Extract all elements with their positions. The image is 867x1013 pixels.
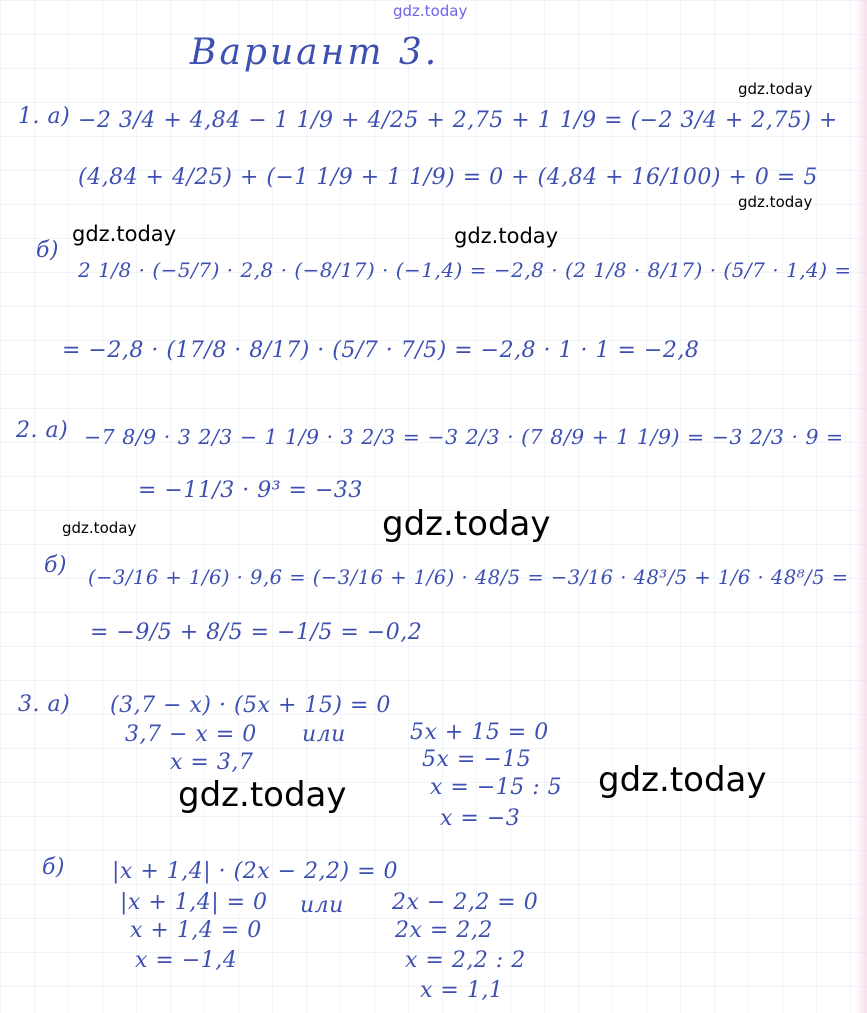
watermark: gdz.today [738, 193, 813, 211]
task3b-equation: |x + 1,4| · (2x − 2,2) = 0 [112, 859, 399, 884]
task3b-left-2: x + 1,4 = 0 [130, 918, 262, 943]
task3b-right-4: x = 1,1 [420, 978, 504, 1003]
task3b-left-1: |x + 1,4| = 0 [120, 890, 268, 915]
watermark: gdz.today [738, 80, 813, 98]
task3a-equation: (3,7 − x) · (5x + 15) = 0 [110, 693, 391, 718]
watermark: gdz.today [178, 775, 347, 815]
watermark-top: gdz.today [393, 2, 468, 20]
watermark: gdz.today [72, 222, 177, 246]
task3a-left-1: 3,7 − x = 0 [125, 722, 257, 747]
task3b-right-1: 2x − 2,2 = 0 [392, 890, 539, 915]
watermark: gdz.today [62, 519, 137, 537]
task3-label: 3. а) [18, 692, 71, 717]
page-title: Вариант 3. [190, 32, 440, 73]
task3b-right-2: 2x = 2,2 [395, 918, 493, 943]
task1b-line1: 2 1/8 · (−5/7) · 2,8 · (−8/17) · (−1,4) = −2,8 · (2 1/8 · 8/17) · (5/7 · 1,4) = [78, 258, 852, 282]
task2b-line1: (−3/16 + 1/6) · 9,6 = (−3/16 + 1/6) · 48/5 = −3/16 · 48³/5 + 1/6 · 48⁸/5 = [88, 566, 849, 589]
task2a-line1: −7 8/9 · 3 2/3 − 1 1/9 · 3 2/3 = −3 2/3 · (7 8/9 + 1 1/9) = −3 2/3 · 9 = [84, 425, 844, 449]
task1a-line2: (4,84 + 4/25) + (−1 1/9 + 1 1/9) = 0 + (4,84 + 16/100) + 0 = 5 [78, 165, 818, 190]
task1-label: 1. а) [18, 104, 71, 129]
task3b-right-3: x = 2,2 : 2 [405, 948, 526, 973]
task1a-line1: −2 3/4 + 4,84 − 1 1/9 + 4/25 + 2,75 + 1 1/9 = (−2 3/4 + 2,75) + [78, 108, 838, 133]
task3b-label: б) [42, 855, 66, 880]
task3a-right-2: 5x = −15 [422, 747, 532, 772]
task2-label: 2. а) [16, 418, 69, 443]
watermark: gdz.today [598, 760, 767, 800]
task3a-right-1: 5x + 15 = 0 [410, 720, 549, 745]
task3b-left-3: x = −1,4 [135, 948, 238, 973]
task1b-label: б) [36, 238, 60, 263]
task3b-or: или [300, 893, 344, 918]
watermark: gdz.today [382, 504, 551, 544]
task2b-label: б) [44, 553, 68, 578]
task2a-line2: = −11/3 · 9³ = −33 [138, 478, 363, 503]
task3a-or: или [302, 722, 346, 747]
task1b-line2: = −2,8 · (17/8 · 8/17) · (5/7 · 7/5) = −2,8 · 1 · 1 = −2,8 [62, 338, 700, 363]
task3a-right-3: x = −15 : 5 [430, 775, 563, 800]
task2b-line2: = −9/5 + 8/5 = −1/5 = −0,2 [90, 620, 423, 645]
task3a-right-4: x = −3 [440, 806, 521, 831]
page-edge-shadow [855, 0, 867, 1013]
watermark: gdz.today [454, 224, 559, 248]
task3a-left-2: x = 3,7 [170, 750, 254, 775]
